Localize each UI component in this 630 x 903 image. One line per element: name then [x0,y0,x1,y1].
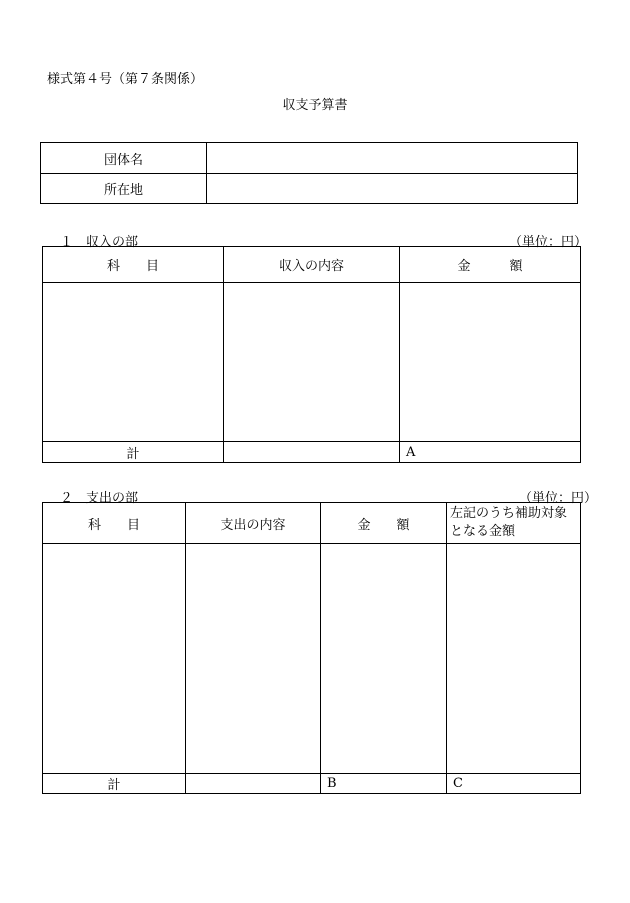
income-col-subject: 科 目 [43,247,224,283]
expense-col-subject: 科 目 [43,503,186,544]
income-subject-cell[interactable] [43,283,224,442]
expense-subsidy-cell[interactable] [447,544,581,774]
expense-heading: ２ 支出の部 [60,491,139,506]
expense-unit: （単位：円） [519,491,598,506]
income-total-content-cell [224,442,400,463]
income-table [42,246,581,463]
page-title: 収支予算書 [282,98,348,113]
expense-amount-cell[interactable] [321,544,447,774]
expense-col-amount: 金 額 [321,503,447,544]
expense-col-subsidy: 左記のうち補助対象となる金額 [447,503,581,544]
expense-table [42,502,581,794]
expense-total-content-cell [186,774,321,794]
org-address-label: 所在地 [41,174,207,204]
org-address-input[interactable] [207,174,578,204]
income-content-cell[interactable] [224,283,400,442]
organization-table [40,142,578,204]
income-col-amount: 金 額 [400,247,581,283]
org-name-label: 団体名 [41,143,207,174]
income-unit: （単位：円） [509,235,588,250]
expense-total-label: 計 [43,774,186,794]
expense-col-content: 支出の内容 [186,503,321,544]
expense-total-subsidy[interactable]: C [447,774,581,794]
org-name-input[interactable] [207,143,578,174]
income-col-content: 収入の内容 [224,247,400,283]
income-total-amount[interactable]: A [400,442,581,463]
expense-total-amount[interactable]: B [321,774,447,794]
income-amount-cell[interactable] [400,283,581,442]
income-total-label: 計 [43,442,224,463]
expense-content-cell[interactable] [186,544,321,774]
income-heading: １ 収入の部 [60,235,139,250]
expense-subject-cell[interactable] [43,544,186,774]
form-number: 様式第４号（第７条関係） [47,72,204,87]
